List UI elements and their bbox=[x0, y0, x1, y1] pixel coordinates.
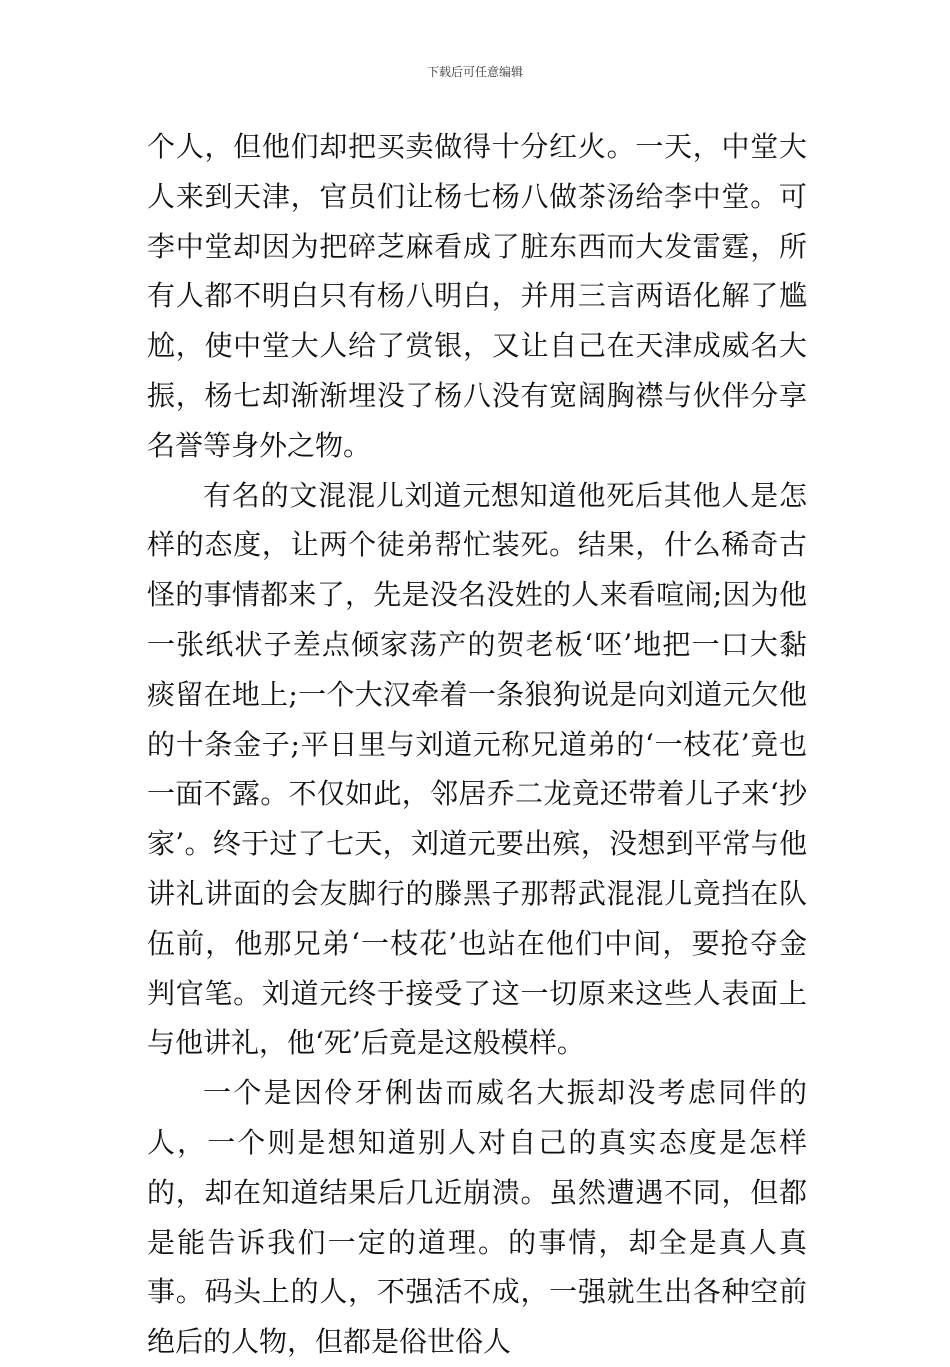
paragraph-1: 个人，但他们却把买卖做得十分红火。一天，中堂大人来到天津，官员们让杨七杨八做茶汤给李中堂。可李中堂却因为把碎芝麻看成了脏东西而大发雷霆，所有人都不明白只有杨八明白，并用三言两语化解了尴尬，使中堂大人给了赏银，又让自己在天津成威名大振，杨七却渐渐埋没了杨八没有宽阔胸襟与伙伴分享名誉等身外之物。 bbox=[147, 130, 807, 462]
paragraph-3: 一个是因伶牙俐齿而威名大振却没考虑同伴的人，一个则是想知道别人对自己的真实态度是怎样的，却在知道结果后几近崩溃。虽然遭遇不同，但都是能告诉我们一定的道理。的事情，却全是真人真事。码头上的人，不强活不成，一强就生出各种空前绝后的人物，但都是俗世俗人 bbox=[147, 1076, 807, 1359]
paragraph-2: 有名的文混混儿刘道元想知道他死后其他人是怎样的态度，让两个徒弟帮忙装死。结果，什么稀奇古怪的事情都来了，先是没名没姓的人来看喧闹;因为他一张纸状子差点倾家荡产的贺老板‘呸’地把一口大黏痰留在地上;一个大汉牵着一条狼狗说是向刘道元欠他的十条金子;平日里与刘道元称兄道弟的‘一枝花’竟也一面不露。不仅如此，邻居乔二龙竟还带着儿子来‘抄家’。终于过了七天，刘道元要出殡，没想到平常与他讲礼讲面的会友脚行的滕黑子那帮武混混儿竟挡在队伍前，他那兄弟‘一枝花’也站在他们中间，要抢夺金判官笔。刘道元终于接受了这一切原来这些人表面上与他讲礼，他‘死’后竟是这般模样。 bbox=[147, 478, 807, 1060]
page-header: 下载后可任意编辑 bbox=[426, 65, 523, 79]
document-body bbox=[147, 122, 807, 1367]
